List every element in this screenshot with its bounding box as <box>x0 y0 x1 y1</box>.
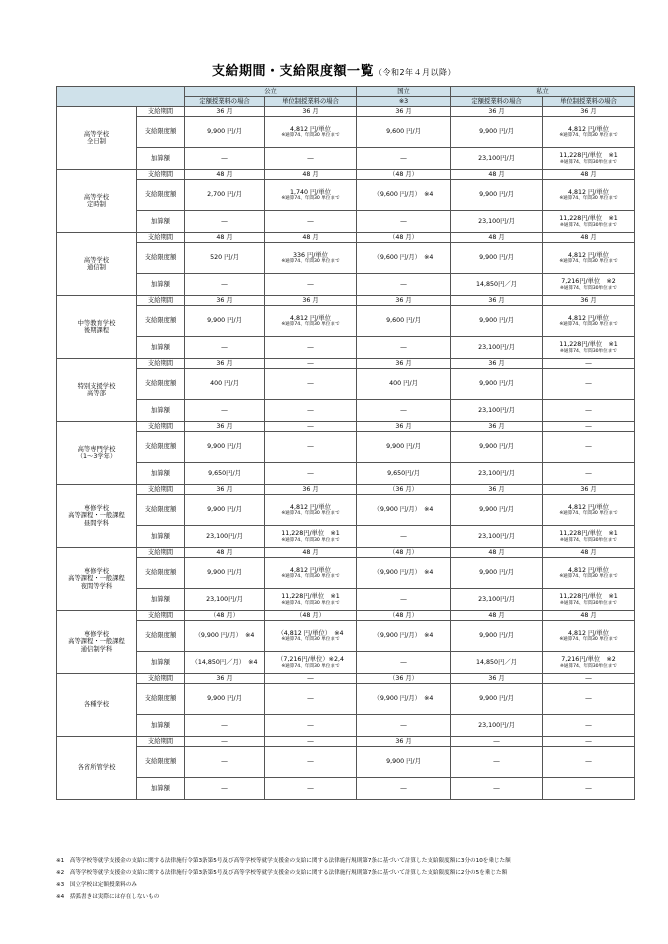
unit-limit-note: ※通算74、年間30 単位まで <box>559 511 618 517</box>
value-cell: 36 月 <box>543 107 635 117</box>
unit-limit-note: ※通算74、年間30単位まで <box>560 537 617 543</box>
table-row <box>57 337 635 359</box>
school-type-cell: 各省所管学校 <box>57 737 137 800</box>
row-label: 加算額 <box>137 148 185 170</box>
value-cell: ― <box>265 778 357 800</box>
value-cell: 48 月 <box>185 233 265 243</box>
value-cell: 36 月 <box>185 107 265 117</box>
value-cell: ― <box>265 432 357 463</box>
row-label: 加算額 <box>137 526 185 548</box>
value-cell: 23,100円/月 <box>451 400 543 422</box>
value-cell: 9,900 円/月 <box>451 495 543 526</box>
value-cell: ― <box>357 337 451 359</box>
value-cell: 11,228円/単位 ※1 ※通算74、年間30単位まで <box>543 589 635 611</box>
table-row <box>57 674 635 684</box>
value-cell: 48 月 <box>543 611 635 621</box>
value-cell: ― <box>265 337 357 359</box>
table-row <box>57 611 635 621</box>
footnote: ※1 高等学校等就学支援金の支給に関する法律施行令第3条第5号及び高等学校等就学支援金の支給に関する法律施行規則第7条に基づいて計算した支給限度額に3分の10を乗じた額 <box>56 858 511 864</box>
row-label: 支給限度額 <box>137 747 185 778</box>
value-cell: 9,900 円/月 <box>185 117 265 148</box>
row-label: 支給期間 <box>137 296 185 306</box>
value-cell: 36 月 <box>451 296 543 306</box>
row-label: 加算額 <box>137 274 185 296</box>
footnote: ※4 括弧書きは実際には存在しないもの <box>56 894 160 900</box>
value-cell: 36 月 <box>543 296 635 306</box>
table-row <box>57 306 635 337</box>
header-public-fixed: 定額授業料の場合 <box>185 97 265 107</box>
header-public: 公立 <box>185 87 357 97</box>
value-cell: 9,900 円/月 <box>185 495 265 526</box>
value-cell: 48 月 <box>185 170 265 180</box>
row-label: 加算額 <box>137 715 185 737</box>
value-cell: 9,600 円/月 <box>357 306 451 337</box>
value-cell: 23,100円/月 <box>451 463 543 485</box>
value-cell: 9,900 円/月 <box>185 558 265 589</box>
value-cell: （9,900 円/月） ※4 <box>357 684 451 715</box>
value-cell: ― <box>265 737 357 747</box>
value-cell: 11,228円/単位 ※1 ※通算74、年間30 単位まで <box>265 589 357 611</box>
value-cell: （4,812 円/単位） ※4 ※通算74、年間30 単位まで <box>265 621 357 652</box>
value-cell: ― <box>185 337 265 359</box>
value-cell: 9,900 円/月 <box>451 432 543 463</box>
row-label: 加算額 <box>137 589 185 611</box>
value-cell: 4,812 円/単位 ※通算74、年間30 単位まで <box>265 558 357 589</box>
value-cell: 9,900 円/月 <box>451 117 543 148</box>
support-limits-table <box>56 86 635 800</box>
school-type-cell: 特別支援学校 高等部 <box>57 359 137 422</box>
value-cell: ― <box>543 463 635 485</box>
value-cell: ― <box>543 684 635 715</box>
footnote: ※2 高等学校等就学支援金の支給に関する法律施行令第3条第5号及び高等学校等就学支援金の支給に関する法律施行規則第7条に基づいて計算した支給限度額に2分の5を乗じた額 <box>56 870 508 876</box>
value-cell: 1,740 円/単位 ※通算74、年間30 単位まで <box>265 180 357 211</box>
row-label: 支給期間 <box>137 485 185 495</box>
value-cell: ― <box>357 211 451 233</box>
value-cell: ― <box>265 747 357 778</box>
row-label: 支給限度額 <box>137 369 185 400</box>
value-cell: 4,812 円/単位 ※通算74、年間30 単位まで <box>543 495 635 526</box>
unit-limit-note: ※通算74、年間30単位まで <box>560 600 617 606</box>
table-row <box>57 369 635 400</box>
value-cell: 36 月 <box>185 485 265 495</box>
unit-limit-note: ※通算74、年間30単位まで <box>560 222 617 228</box>
value-cell: ― <box>543 737 635 747</box>
school-type-cell: 高等学校 定時制 <box>57 170 137 233</box>
row-label: 支給限度額 <box>137 558 185 589</box>
value-cell: 9,900 円/月 <box>451 180 543 211</box>
value-cell: ― <box>451 747 543 778</box>
table-row <box>57 243 635 274</box>
value-cell: 23,100円/月 <box>451 589 543 611</box>
value-cell: 48 月 <box>451 233 543 243</box>
value-cell: 9,900 円/月 <box>451 621 543 652</box>
value-cell: 23,100円/月 <box>451 715 543 737</box>
value-cell: （48 月） <box>357 548 451 558</box>
value-cell: 9,900 円/月 <box>185 684 265 715</box>
value-cell: 36 月 <box>265 296 357 306</box>
table-row <box>57 715 635 737</box>
table-row <box>57 180 635 211</box>
value-cell: 11,228円/単位 ※1 ※通算74、年間30単位まで <box>543 337 635 359</box>
value-cell: ― <box>185 778 265 800</box>
value-cell: 48 月 <box>543 548 635 558</box>
value-cell: ― <box>543 778 635 800</box>
value-cell: 520 円/月 <box>185 243 265 274</box>
value-cell: ― <box>543 359 635 369</box>
header-national-note: ※3 <box>357 97 451 107</box>
unit-limit-note: ※通算74、年間30 単位まで <box>281 600 340 606</box>
value-cell: 9,900 円/月 <box>185 306 265 337</box>
value-cell: ― <box>265 148 357 170</box>
value-cell: 4,812 円/単位 ※通算74、年間30 単位まで <box>265 306 357 337</box>
value-cell: 36 月 <box>451 359 543 369</box>
value-cell: 9,900 円/月 <box>451 684 543 715</box>
school-type-cell: 専修学校 高等課程・一般課程 夜間等学科 <box>57 548 137 611</box>
row-label: 支給限度額 <box>137 243 185 274</box>
value-cell: 11,228円/単位 ※1 ※通算74、年間30単位まで <box>543 526 635 548</box>
unit-limit-note: ※通算74、年間30 単位まで <box>281 322 340 328</box>
unit-limit-note: ※通算74、年間30単位まで <box>560 348 617 354</box>
value-cell: 36 月 <box>451 107 543 117</box>
row-label: 支給限度額 <box>137 306 185 337</box>
value-cell: 23,100円/月 <box>451 337 543 359</box>
value-cell: 4,812 円/単位 ※通算74、年間30 単位まで <box>543 243 635 274</box>
value-cell: ― <box>357 400 451 422</box>
value-cell: ― <box>543 432 635 463</box>
value-cell: ― <box>185 274 265 296</box>
table-row <box>57 495 635 526</box>
title-sub: （令和2年４月以降） <box>373 68 457 77</box>
value-cell: 36 月 <box>451 674 543 684</box>
value-cell: ― <box>185 715 265 737</box>
unit-limit-note: ※通算74、年間30 単位まで <box>559 574 618 580</box>
value-cell: 9,900 円/月 <box>357 747 451 778</box>
value-cell: ― <box>451 737 543 747</box>
value-cell: ― <box>357 148 451 170</box>
unit-limit-note: ※通算74、年間30 単位まで <box>559 322 618 328</box>
school-type-cell: 各種学校 <box>57 674 137 737</box>
header-private-credit: 単位制授業料の場合 <box>543 97 635 107</box>
value-cell: 36 月 <box>357 359 451 369</box>
table-row <box>57 526 635 548</box>
row-label: 支給限度額 <box>137 684 185 715</box>
value-cell: ― <box>265 463 357 485</box>
value-cell: ― <box>265 715 357 737</box>
value-cell: （7,216円/単位）※2,4 ※通算74、年間30 単位まで <box>265 652 357 674</box>
value-cell: ― <box>543 715 635 737</box>
value-cell: 48 月 <box>543 233 635 243</box>
value-cell: 4,812 円/単位 ※通算74、年間30 単位まで <box>543 558 635 589</box>
value-cell: （14,850円／月） ※4 <box>185 652 265 674</box>
row-label: 加算額 <box>137 778 185 800</box>
unit-limit-note: ※通算74、年間30 単位まで <box>559 637 618 643</box>
value-cell: ― <box>265 359 357 369</box>
value-cell: 9,900 円/月 <box>451 558 543 589</box>
value-cell: ― <box>185 400 265 422</box>
value-cell: 4,812 円/単位 ※通算74、年間30 単位まで <box>543 306 635 337</box>
value-cell: （48 月） <box>357 233 451 243</box>
school-type-cell: 高等学校 全日制 <box>57 107 137 170</box>
row-label: 加算額 <box>137 211 185 233</box>
value-cell: 4,812 円/単位 ※通算74、年間30 単位まで <box>265 117 357 148</box>
value-cell: 9,900 円/月 <box>357 432 451 463</box>
value-cell: 9,600 円/月 <box>357 117 451 148</box>
row-label: 支給期間 <box>137 674 185 684</box>
value-cell: 11,228円/単位 ※1 ※通算74、年間30単位まで <box>543 148 635 170</box>
value-cell: 48 月 <box>185 548 265 558</box>
value-cell: ― <box>357 274 451 296</box>
unit-limit-note: ※通算74、年間30 単位まで <box>281 637 340 643</box>
row-label: 支給期間 <box>137 233 185 243</box>
value-cell: ― <box>543 422 635 432</box>
page-title <box>0 60 668 79</box>
unit-limit-note: ※通算74、年間30 単位まで <box>281 574 340 580</box>
value-cell: 48 月 <box>265 548 357 558</box>
table-row <box>57 558 635 589</box>
table-row <box>57 359 635 369</box>
value-cell: 7,216円/単位 ※2 ※通算74、年間30単位まで <box>543 652 635 674</box>
header-corner <box>57 87 185 107</box>
value-cell: 23,100円/月 <box>185 589 265 611</box>
value-cell: 23,100円/月 <box>451 148 543 170</box>
value-cell: 36 月 <box>185 296 265 306</box>
value-cell: ― <box>265 422 357 432</box>
table-row <box>57 422 635 432</box>
row-label: 加算額 <box>137 337 185 359</box>
value-cell: （9,900 円/月） ※4 <box>357 621 451 652</box>
table-row <box>57 684 635 715</box>
value-cell: 36 月 <box>357 296 451 306</box>
unit-limit-note: ※通算74、年間30 単位まで <box>281 259 340 265</box>
value-cell: 36 月 <box>543 485 635 495</box>
value-cell: 48 月 <box>451 548 543 558</box>
value-cell: （9,600 円/月） ※4 <box>357 243 451 274</box>
table-row <box>57 548 635 558</box>
value-cell: 23,100円/月 <box>451 526 543 548</box>
table-row <box>57 296 635 306</box>
row-label: 支給限度額 <box>137 180 185 211</box>
value-cell: 9,650円/月 <box>185 463 265 485</box>
value-cell: 2,700 円/月 <box>185 180 265 211</box>
school-type-cell: 中等教育学校 後期課程 <box>57 296 137 359</box>
unit-limit-note: ※通算74、年間30 単位まで <box>559 133 618 139</box>
table-row <box>57 148 635 170</box>
value-cell: ― <box>265 274 357 296</box>
value-cell: （9,900 円/月） ※4 <box>357 558 451 589</box>
value-cell: 36 月 <box>185 359 265 369</box>
school-type-cell: 高等専門学校 （1～3学年） <box>57 422 137 485</box>
row-label: 支給期間 <box>137 107 185 117</box>
row-label: 支給期間 <box>137 548 185 558</box>
value-cell: （9,900 円/月） ※4 <box>357 495 451 526</box>
value-cell: ― <box>185 737 265 747</box>
footnotes <box>56 855 646 903</box>
row-label: 加算額 <box>137 652 185 674</box>
row-label: 加算額 <box>137 463 185 485</box>
row-label: 支給期間 <box>137 611 185 621</box>
value-cell: 9,900 円/月 <box>451 306 543 337</box>
table-row <box>57 233 635 243</box>
value-cell: 9,900 円/月 <box>451 243 543 274</box>
table-row <box>57 589 635 611</box>
header-private: 私立 <box>451 87 635 97</box>
value-cell: 48 月 <box>543 170 635 180</box>
value-cell: ― <box>357 715 451 737</box>
row-label: 支給期間 <box>137 422 185 432</box>
table-row <box>57 737 635 747</box>
unit-limit-note: ※通算74、年間30 単位まで <box>281 133 340 139</box>
row-label: 支給期間 <box>137 737 185 747</box>
value-cell: ― <box>265 369 357 400</box>
value-cell: 23,100円/月 <box>185 526 265 548</box>
table-row <box>57 211 635 233</box>
value-cell: 36 月 <box>185 422 265 432</box>
table-row <box>57 778 635 800</box>
value-cell: 36 月 <box>265 485 357 495</box>
value-cell: 9,900 円/月 <box>451 369 543 400</box>
unit-limit-note: ※通算74、年間30 単位まで <box>281 663 340 669</box>
value-cell: ― <box>357 778 451 800</box>
value-cell: （48 月） <box>265 611 357 621</box>
value-cell: ― <box>265 684 357 715</box>
unit-limit-note: ※通算74、年間30単位まで <box>560 285 617 291</box>
value-cell: （48 月） <box>357 611 451 621</box>
value-cell: 11,228円/単位 ※1 ※通算74、年間30単位まで <box>543 211 635 233</box>
school-type-cell: 専修学校 高等課程・一般課程 昼間学科 <box>57 485 137 548</box>
value-cell: 4,812 円/単位 ※通算74、年間30 単位まで <box>543 117 635 148</box>
unit-limit-note: ※通算74、年間30単位まで <box>560 159 617 165</box>
value-cell: （9,900 円/月） ※4 <box>185 621 265 652</box>
value-cell: ― <box>543 747 635 778</box>
table-row <box>57 432 635 463</box>
unit-limit-note: ※通算74、年間30 単位まで <box>281 196 340 202</box>
value-cell: 48 月 <box>451 170 543 180</box>
header-private-fixed: 定額授業料の場合 <box>451 97 543 107</box>
value-cell: 400 円/月 <box>357 369 451 400</box>
value-cell: 11,228円/単位 ※1 ※通算74、年間30 単位まで <box>265 526 357 548</box>
value-cell: 400 円/月 <box>185 369 265 400</box>
table-row <box>57 117 635 148</box>
school-type-cell: 高等学校 通信制 <box>57 233 137 296</box>
value-cell: 36 月 <box>185 674 265 684</box>
value-cell: ― <box>265 211 357 233</box>
table-row <box>57 400 635 422</box>
value-cell: 9,650円/月 <box>357 463 451 485</box>
table-row <box>57 107 635 117</box>
table-row <box>57 652 635 674</box>
value-cell: ― <box>357 589 451 611</box>
table-row <box>57 463 635 485</box>
row-label: 支給限度額 <box>137 495 185 526</box>
value-cell: 9,900 円/月 <box>185 432 265 463</box>
table-row <box>57 747 635 778</box>
unit-limit-note: ※通算74、年間30 単位まで <box>281 511 340 517</box>
value-cell: 4,812 円/単位 ※通算74、年間30 単位まで <box>265 495 357 526</box>
value-cell: 14,850円／月 <box>451 652 543 674</box>
value-cell: 36 月 <box>265 107 357 117</box>
value-cell: ― <box>543 674 635 684</box>
value-cell: 36 月 <box>451 485 543 495</box>
value-cell: ― <box>451 778 543 800</box>
value-cell: ― <box>265 674 357 684</box>
value-cell: 36 月 <box>357 107 451 117</box>
table-row <box>57 621 635 652</box>
table-row <box>57 170 635 180</box>
unit-limit-note: ※通算74、年間30単位まで <box>560 663 617 669</box>
header-national: 国立 <box>357 87 451 97</box>
value-cell: （36 月） <box>357 485 451 495</box>
row-label: 加算額 <box>137 400 185 422</box>
row-label: 支給限度額 <box>137 432 185 463</box>
row-label: 支給期間 <box>137 170 185 180</box>
value-cell: ― <box>265 400 357 422</box>
table-row <box>57 485 635 495</box>
value-cell: ― <box>357 652 451 674</box>
value-cell: ― <box>543 369 635 400</box>
value-cell: 4,812 円/単位 ※通算74、年間30 単位まで <box>543 180 635 211</box>
value-cell: 23,100円/月 <box>451 211 543 233</box>
value-cell: 48 月 <box>451 611 543 621</box>
value-cell: 336 円/単位 ※通算74、年間30 単位まで <box>265 243 357 274</box>
school-type-cell: 専修学校 高等課程・一般課程 通信制学科 <box>57 611 137 674</box>
value-cell: （48 月） <box>185 611 265 621</box>
value-cell: 7,216円/単位 ※2 ※通算74、年間30単位まで <box>543 274 635 296</box>
title-main: 支給期間・支給限度額一覧 <box>211 64 374 79</box>
value-cell: ― <box>185 148 265 170</box>
row-label: 支給限度額 <box>137 621 185 652</box>
value-cell: 48 月 <box>265 233 357 243</box>
value-cell: （48 月） <box>357 170 451 180</box>
row-label: 支給限度額 <box>137 117 185 148</box>
row-label: 支給期間 <box>137 359 185 369</box>
table-row <box>57 274 635 296</box>
value-cell: ― <box>185 211 265 233</box>
value-cell: 4,812 円/単位 ※通算74、年間30 単位まで <box>543 621 635 652</box>
footnote: ※3 国立学校は定額授業料のみ <box>56 882 137 888</box>
unit-limit-note: ※通算74、年間30 単位まで <box>559 196 618 202</box>
value-cell: （9,600 円/月） ※4 <box>357 180 451 211</box>
value-cell: ― <box>357 526 451 548</box>
value-cell: 48 月 <box>265 170 357 180</box>
value-cell: （36 月） <box>357 674 451 684</box>
unit-limit-note: ※通算74、年間30 単位まで <box>559 259 618 265</box>
value-cell: 36 月 <box>357 737 451 747</box>
value-cell: ― <box>185 747 265 778</box>
unit-limit-note: ※通算74、年間30 単位まで <box>281 537 340 543</box>
value-cell: 14,850円／月 <box>451 274 543 296</box>
value-cell: 36 月 <box>451 422 543 432</box>
header-public-credit: 単位制授業料の場合 <box>265 97 357 107</box>
value-cell: ― <box>543 400 635 422</box>
value-cell: 36 月 <box>357 422 451 432</box>
